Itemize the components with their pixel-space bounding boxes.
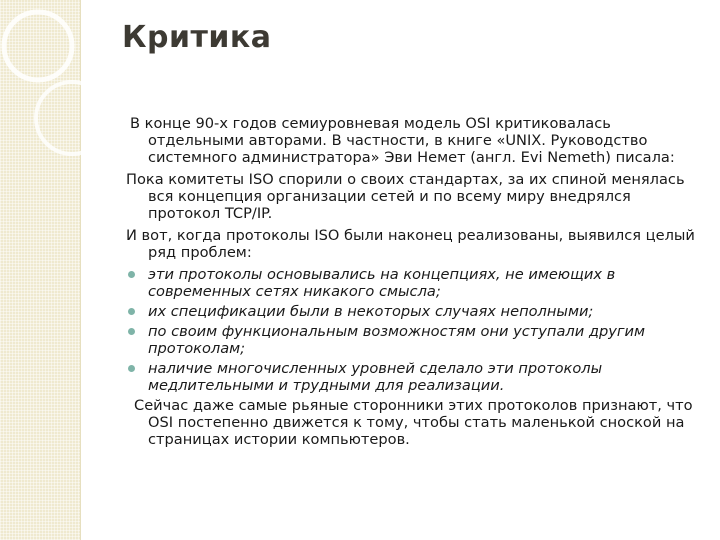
list-item-text: эти протоколы основывались на концепциях, не имеющих в современных сетях никакого смысла;: [148, 266, 616, 300]
intro-paragraph: В конце 90-х годов семиуровневая модель OSI критиковалась отдельными авторами. В частности, в книге «UNIX. Руководство системного администратора» Эви Немет (англ. Evi Nemeth) писала:: [130, 115, 675, 166]
list-item: [126, 360, 706, 394]
list-item-text: по своим функциональным возможностям они уступали другим протоколам;: [148, 323, 646, 357]
list-item-text: наличие многочисленных уровней сделало эти протоколы медлительными и трудными для реализации.: [148, 360, 603, 394]
bullet-icon: [128, 365, 135, 372]
list-item: [126, 323, 706, 357]
closing-paragraph: Сейчас даже самые рьяные сторонники этих протоколов признают, что OSI постепенно движется к тому, чтобы стать маленькой сноской на страницах истории компьютеров.: [134, 397, 693, 448]
bullet-icon: [128, 271, 135, 278]
list-item: [126, 266, 706, 300]
list-item: [126, 303, 706, 320]
slide-title: Критика: [122, 20, 272, 55]
bullet-icon: [128, 308, 135, 315]
list-item-text: их спецификации были в некоторых случаях неполными;: [148, 303, 594, 320]
paragraph-problems-intro: И вот, когда протоколы ISO были наконец реализованы, выявился целый ряд проблем:: [126, 227, 695, 261]
paragraph-iso-committees: Пока комитеты ISO спорили о своих стандартах, за их спиной менялась вся концепция организации сетей и по всему миру внедрялся протокол TCP/IP.: [126, 171, 685, 222]
bullet-icon: [128, 328, 135, 335]
decorative-circles: [0, 0, 140, 200]
slide-body: [126, 115, 706, 453]
